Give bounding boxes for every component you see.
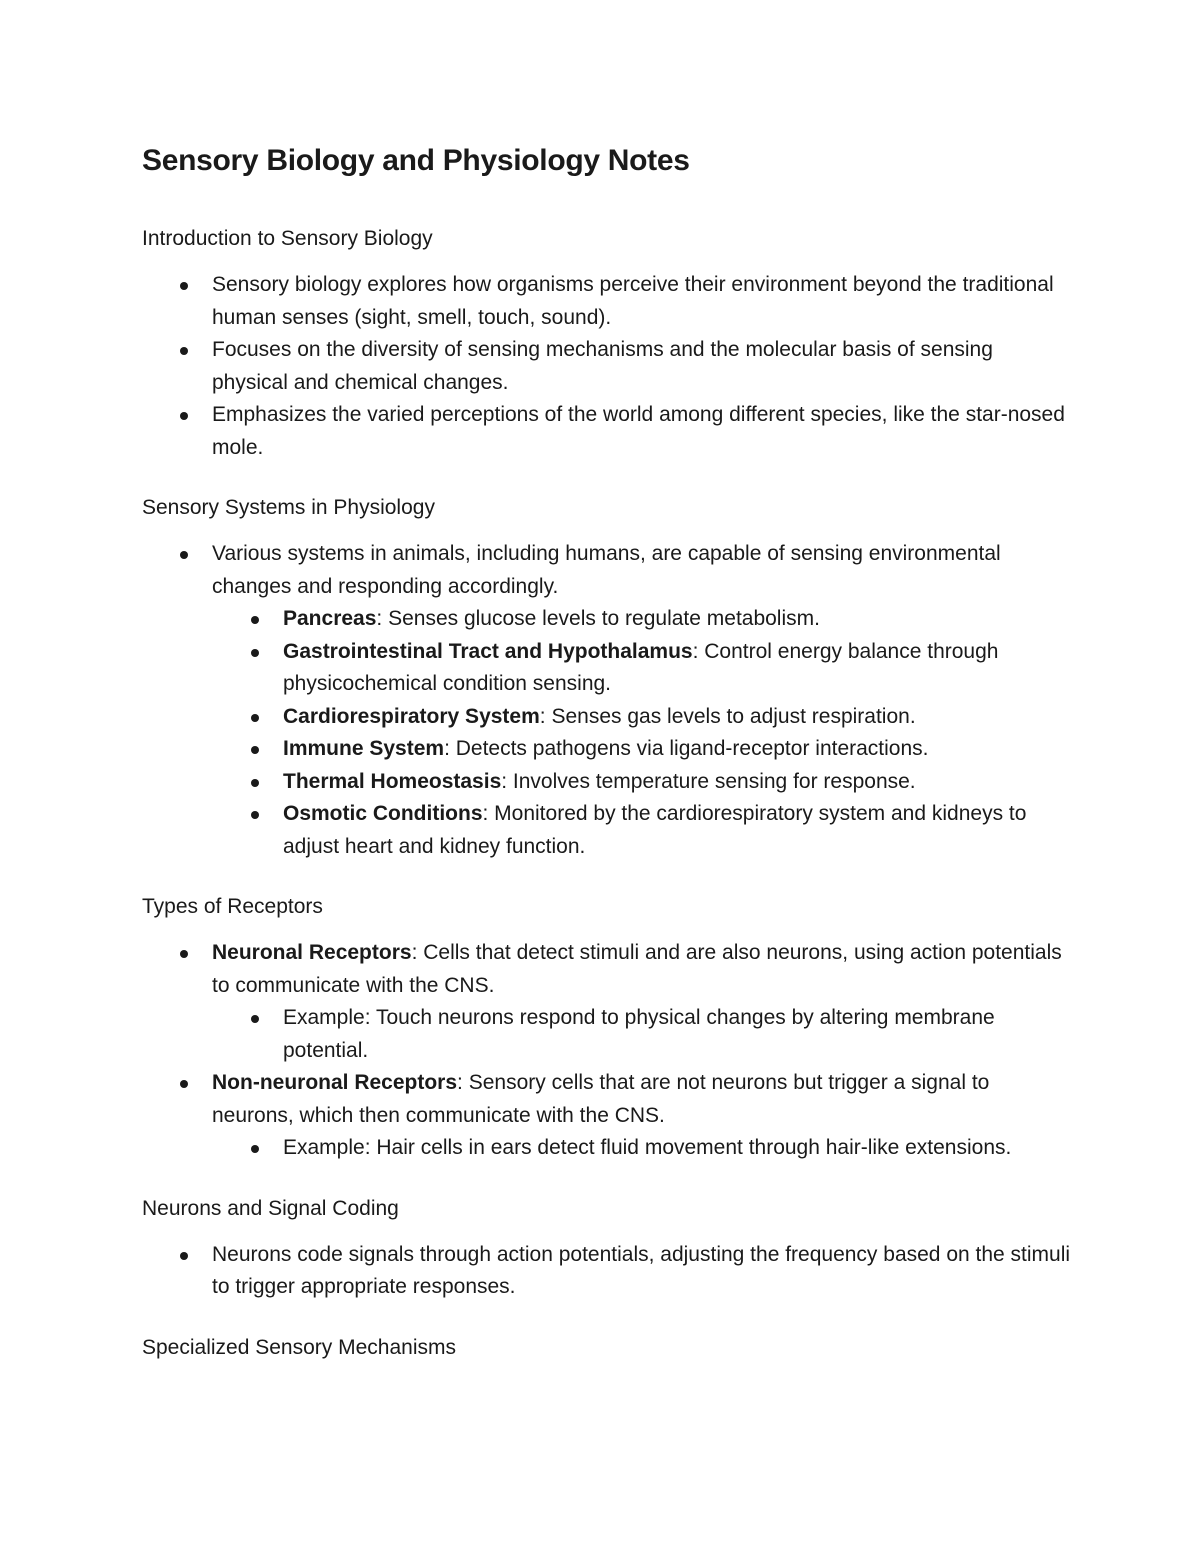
bullet-icon	[251, 1015, 259, 1023]
sub-list-item: Cardiorespiratory System: Senses gas levels to adjust respiration.	[142, 701, 1072, 734]
bullet-icon	[251, 714, 259, 722]
document-title: Sensory Biology and Physiology Notes	[142, 144, 690, 177]
section-heading: Introduction to Sensory Biology	[142, 227, 433, 250]
bullet-icon	[180, 1252, 188, 1260]
sub-list-item: Thermal Homeostasis: Involves temperature sensing for response.	[142, 766, 1072, 799]
section-heading: Sensory Systems in Physiology	[142, 496, 435, 519]
bullet-icon	[251, 746, 259, 754]
list-item: Emphasizes the varied perceptions of the world among different species, like the star-nosed mole.	[142, 399, 1072, 464]
bullet-icon	[251, 1145, 259, 1153]
bullet-icon	[251, 616, 259, 624]
list-item: Neurons code signals through action potentials, adjusting the frequency based on the stimuli to trigger appropriate responses.	[142, 1239, 1072, 1304]
list-item: Various systems in animals, including humans, are capable of sensing environmental changes and responding accordingly.	[142, 538, 1072, 603]
bullet-icon	[251, 779, 259, 787]
section-specialized-mechanisms	[142, 1332, 1072, 1364]
section-neurons-signal-coding	[142, 1193, 1072, 1304]
section-sensory-systems	[142, 492, 1072, 863]
bullet-icon	[180, 282, 188, 290]
sub-list-item: Example: Hair cells in ears detect fluid movement through hair-like extensions.	[142, 1132, 1072, 1165]
bullet-icon	[251, 649, 259, 657]
bullet-list	[142, 937, 1072, 1165]
bullet-icon	[180, 950, 188, 958]
list-item: Neuronal Receptors: Cells that detect stimuli and are also neurons, using action potentials to communicate with the CNS.	[142, 937, 1072, 1002]
section-heading: Specialized Sensory Mechanisms	[142, 1335, 456, 1359]
list-item: Sensory biology explores how organisms perceive their environment beyond the traditional human senses (sight, smell, touch, sound).	[142, 269, 1072, 334]
sub-list-item: Immune System: Detects pathogens via ligand-receptor interactions.	[142, 733, 1072, 766]
section-heading: Types of Receptors	[142, 895, 323, 918]
bullet-icon	[180, 551, 188, 559]
bullet-icon	[180, 412, 188, 420]
bullet-list	[142, 1239, 1072, 1304]
sub-list-item: Osmotic Conditions: Monitored by the cardiorespiratory system and kidneys to adjust heart and kidney function.	[142, 798, 1072, 863]
bullet-list	[142, 538, 1072, 863]
document-page	[142, 140, 1072, 1364]
bullet-icon	[180, 1080, 188, 1088]
section-types-of-receptors	[142, 891, 1072, 1165]
bullet-icon	[180, 347, 188, 355]
bullet-list	[142, 269, 1072, 464]
sub-list-item: Gastrointestinal Tract and Hypothalamus: Control energy balance through physicochemical condition sensing.	[142, 636, 1072, 701]
list-item: Non-neuronal Receptors: Sensory cells that are not neurons but trigger a signal to neurons, which then communicate with the CNS.	[142, 1067, 1072, 1132]
sub-list-item: Pancreas: Senses glucose levels to regulate metabolism.	[142, 603, 1072, 636]
sub-list-item: Example: Touch neurons respond to physical changes by altering membrane potential.	[142, 1002, 1072, 1067]
section-heading: Neurons and Signal Coding	[142, 1196, 399, 1220]
bullet-icon	[251, 811, 259, 819]
section-introduction	[142, 223, 1072, 464]
list-item: Focuses on the diversity of sensing mechanisms and the molecular basis of sensing physical and chemical changes.	[142, 334, 1072, 399]
